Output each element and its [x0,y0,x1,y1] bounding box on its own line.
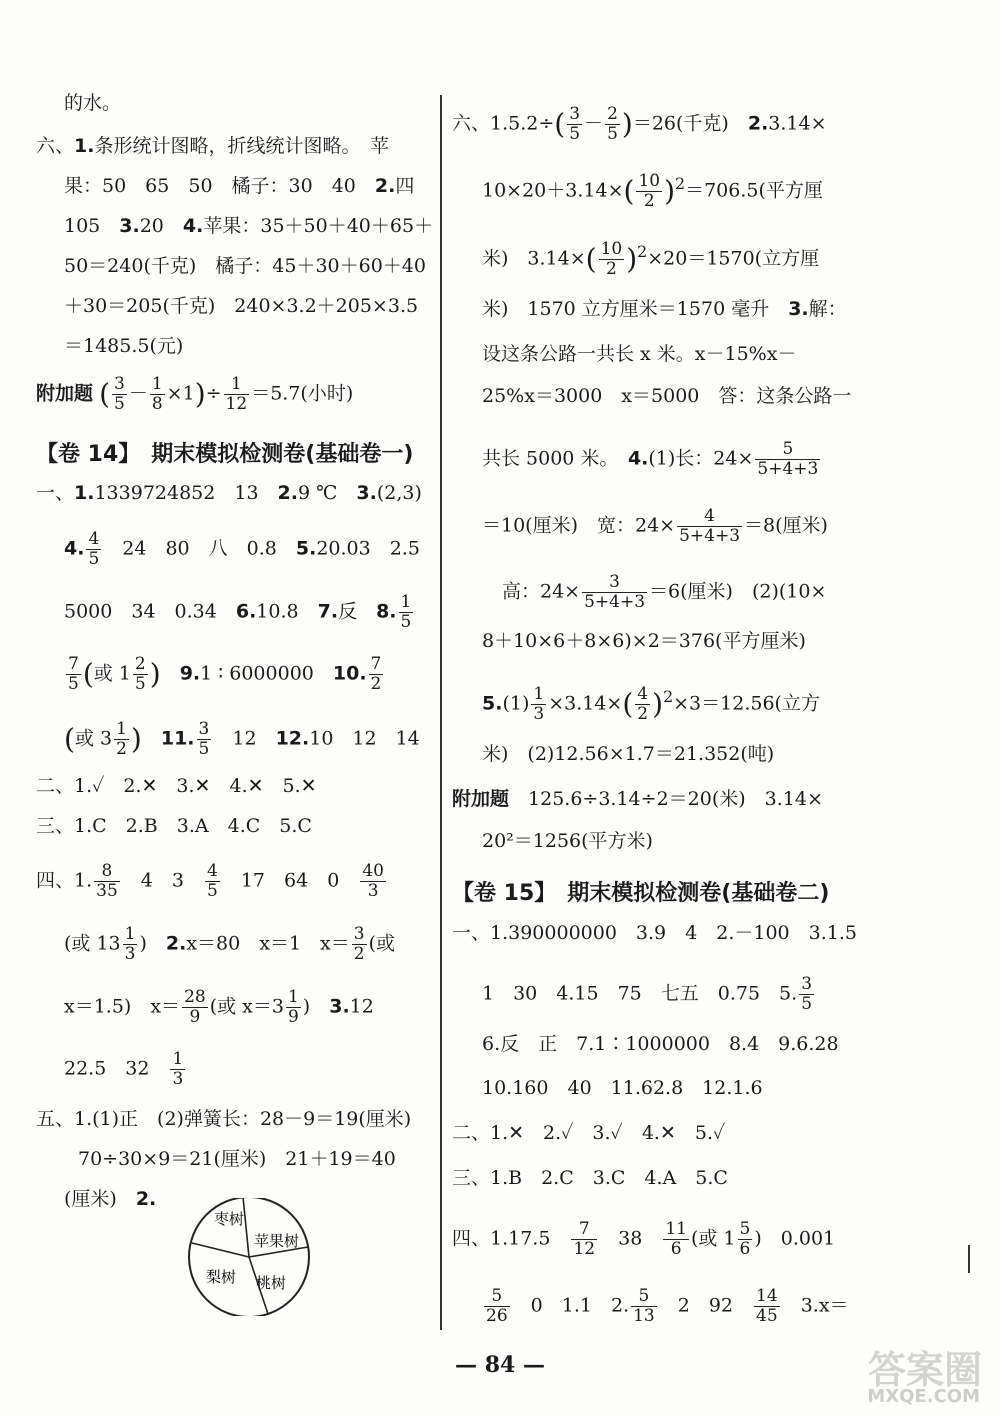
text-line: 六、1.5.2÷( $\frac{3}{5}$ － $\frac{2}{5}$ )＝26(千克) 2.3.14× [452,104,827,144]
text-line: $\frac{5}{26}$ 0 1.1 2. $\frac{5}{13}$ 2 92 $\frac{14}{45}$ 3.x＝ [486,1286,849,1326]
text-line: 20²＝1256(平方米) [482,830,653,852]
text-line: 四、1.17.5 $\frac{7}{12}$ 38 $\frac{11}{6}$ (或 1 $\frac{5}{6}$ ) 0.001 [452,1219,836,1259]
pie-label: 桃树 [256,1274,287,1292]
watermark [836,1339,986,1409]
bonus-question: 附加题 ( $\frac{3}{5}$ － $\frac{1}{8}$ ×1)÷ $\frac{1}{12}$ ＝5.7(小时) [36,374,354,414]
text-line: 六、1.条形统计图略，折线统计图略。 苹 [36,135,389,157]
text-line: 果：50 65 50 橘子：30 40 2.四 [64,175,415,197]
text-line: (或 13 $\frac{1}{3}$ ) 2.x＝80 x＝1 x＝ $\frac{3}{2}$ (或 [64,924,396,964]
pie-label: 苹果树 [254,1232,300,1250]
text-line: 22.5 32 $\frac{1}{3}$ [64,1049,184,1089]
text-line: 1 30 4.15 75 七五 0.75 5. $\frac{3}{5}$ [482,974,813,1014]
text-line: 10.160 40 11.62.8 12.1.6 [482,1077,763,1099]
text-line: 米) (2)12.56×1.7＝21.352(吨) [482,743,775,765]
text-line: 105 3.20 4.苹果：35＋50＋40＋65＋ [64,215,434,237]
text-line: 10×20＋3.14×( $\frac{10}{2}$ )$^2$＝706.5(平方厘 [482,171,823,211]
text-line: x＝1.5) x＝ $\frac{28}{9}$ (或 x＝3 $\frac{1}{9}$ ) 3.12 [64,987,374,1027]
watermark-url: MXQE.COM [867,1386,980,1407]
section-heading: 【卷 14】 期末模拟检测卷(基础卷一) [36,442,414,467]
text-line: (或 3 $\frac{1}{2}$ ) 11. $\frac{3}{5}$ 12 12.10 12 14 [64,719,420,759]
text-line: 50＝240(千克) 橘子：45＋30＋60＋40 [64,255,426,277]
section-heading: 【卷 15】 期末模拟检测卷(基础卷二) [452,881,830,906]
text-line: 二、1.✕ 2.✓ 3.✓ 4.✕ 5.✓ [452,1122,726,1144]
text-line: 高：24× $\frac{3}{5+4+3}$ ＝6(厘米) (2)(10× [502,572,827,612]
text-line: 三、1.B 2.C 3.C 4.A 5.C [452,1167,728,1189]
text-line: (厘米) 2. [64,1188,157,1210]
text-line: 共长 5000 米。 4.(1)长：24× $\frac{5}{5+4+3}$ [482,439,819,479]
text-line: 三、1.C 2.B 3.A 4.C 5.C [36,815,312,837]
pie-label: 梨树 [206,1268,237,1286]
text-line: 的水。 [64,92,122,114]
text-line: 70÷30×9＝21(厘米) 21＋19＝40 [78,1148,396,1170]
text-line: 25%x＝3000 x＝5000 答：这条公路一 [482,385,852,407]
pie-chart-diagram [184,1198,314,1316]
text-line: 附加题 125.6÷3.14÷2＝20(米) 3.14× [452,788,823,810]
text-line: 5000 34 0.34 6.10.8 7.反 8. $\frac{1}{5}$ [64,592,412,632]
text-line: 6.反 正 7.1∶1000000 8.4 9.6.28 [482,1033,839,1055]
text-line: 8＋10×6＋8×6)×2＝376(平方厘米) [482,630,806,652]
text-line: 四、1. $\frac{8}{35}$ 4 3 $\frac{4}{5}$ 17 64 0 $\frac{40}{3}$ [36,861,384,901]
text-line: 5.(1) $\frac{1}{3}$ ×3.14×( $\frac{4}{2}$ )$^2$×3＝12.56(立方 [482,684,820,724]
text-line: ＝1485.5(元) [64,335,184,357]
text-line: ＝10(厘米) 宽：24× $\frac{4}{5+4+3}$ ＝8(厘米) [482,506,828,546]
text-line: ＋30＝205(千克) 240×3.2＋205×3.5 [64,295,419,317]
pie-label: 枣树 [214,1210,245,1228]
column-divider [440,95,442,1330]
text-line: 米) 3.14×( $\frac{10}{2}$ )$^2$×20＝1570(立方厘 [482,239,820,279]
text-line: 设这条公路一共长 x 米。x－15%x－ [482,343,797,365]
page-number: — 84 — [455,1352,545,1378]
text-line: 米) 1570 立方厘米＝1570 毫升 3.解： [482,298,847,320]
watermark-logo: 答案圈 [867,1348,982,1392]
text-line: 一、1.390000000 3.9 4 2.－100 3.1.5 [452,922,857,944]
text-line: $\frac{7}{5}$ (或 1 $\frac{2}{5}$ ) 9.1 ∶ 6000000 10. $\frac{7}{2}$ [68,654,382,694]
margin-mark [968,1245,970,1273]
text-line: 五、1.(1)正 (2)弹簧长：28－9＝19(厘米) [36,1108,412,1130]
text-line: 4. $\frac{4}{5}$ 24 80 八 0.8 5.20.03 2.5 [64,529,420,569]
text-line: 一、1.1339724852 13 2.9 ℃ 3.(2,3) [36,482,422,504]
text-line: 二、1.✓ 2.✕ 3.✕ 4.✕ 5.✕ [36,775,317,797]
